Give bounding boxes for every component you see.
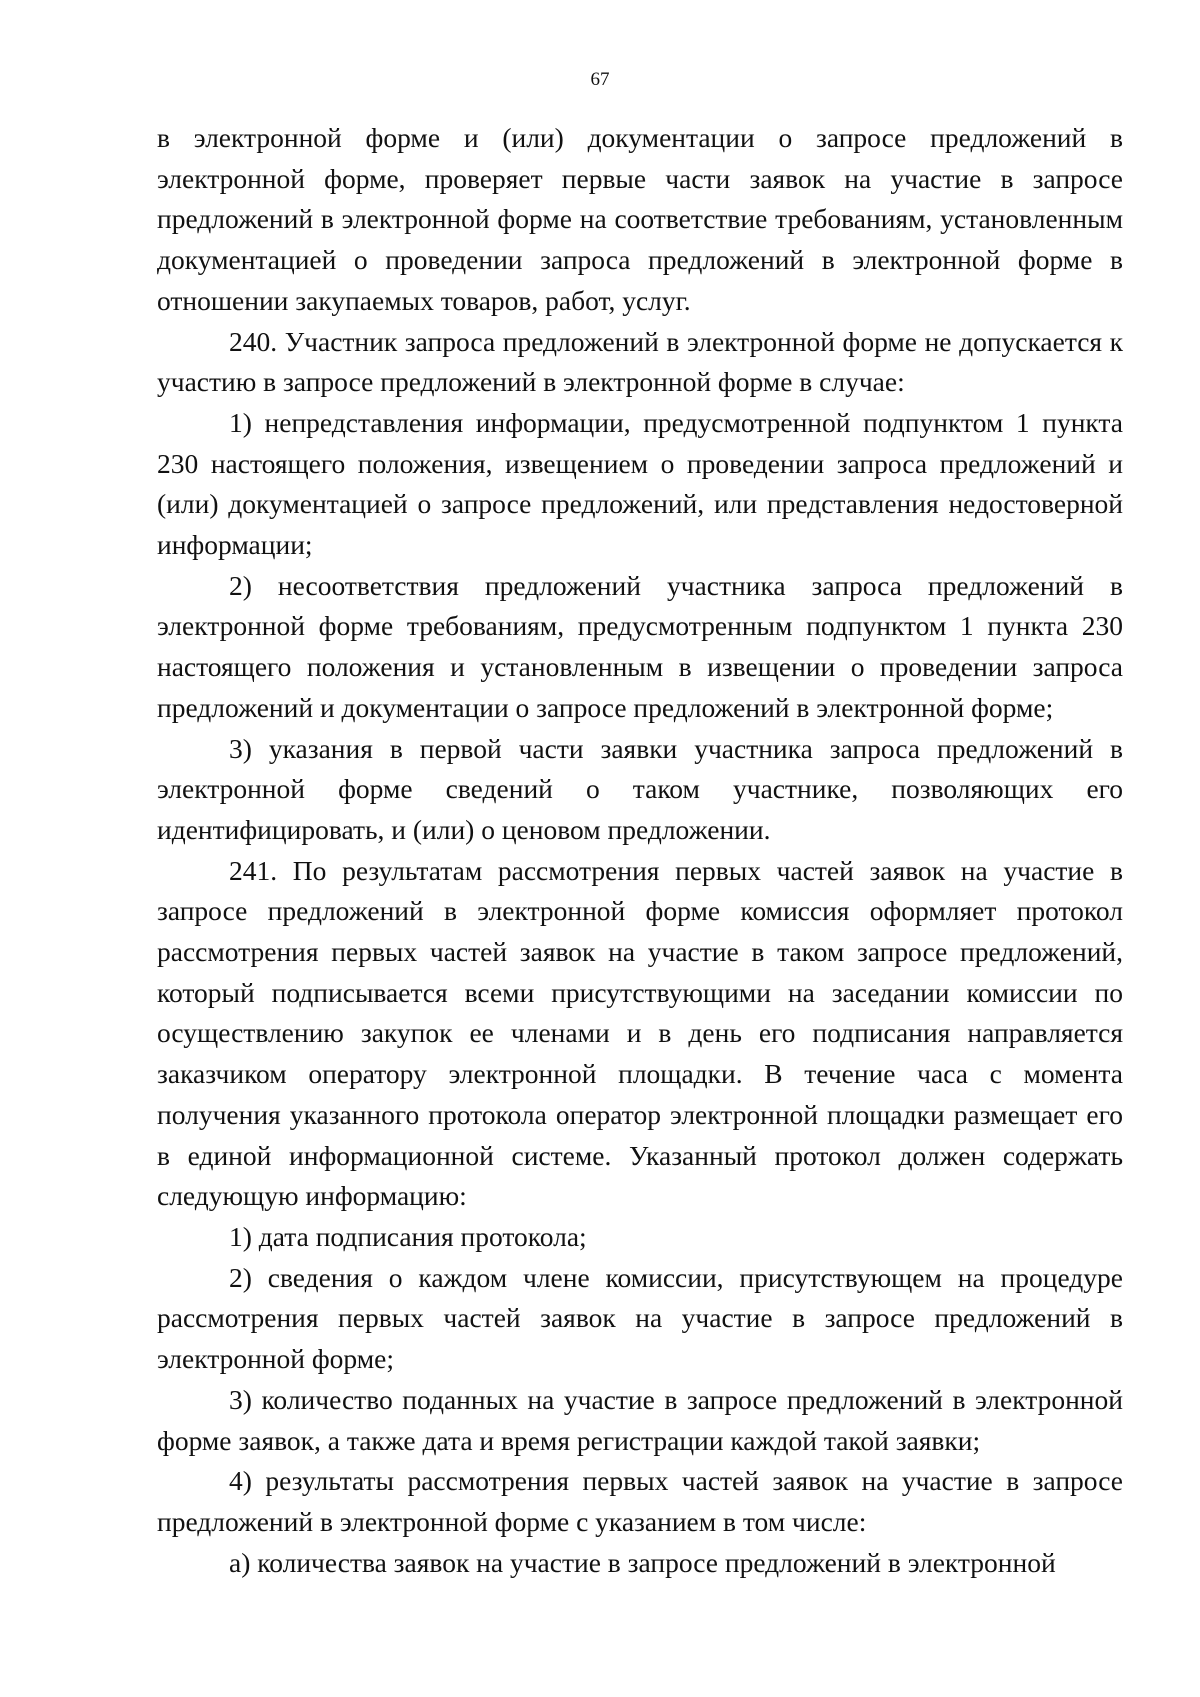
paragraph-item-3: 3) указания в первой части заявки участника запроса предложений в электронной форме сведений о таком участнике, позволяющих его идентифицировать, и (или) о ценовом предложении. [157,732,1123,845]
paragraph-info-1: 1) дата подписания протокола; [229,1220,587,1252]
paragraph-item-1: 1) непредставления информации, предусмотренной подпунктом 1 пункта 230 настоящего положения, извещением о проведении запроса предложений и (или) документацией о запросе предложений, или представления недостоверной информации; [157,406,1123,561]
paragraph-subitem-a: а) количества заявок на участие в запросе предложений в электронной [229,1546,1056,1578]
paragraph-clause-241: 241. По результатам рассмотрения первых частей заявок на участие в запросе предложений в электронной форме комиссия оформляет протокол рассмотрения первых частей заявок на участие в таком запросе предложений, который подписывается всеми присутствующими на заседании комиссии по осуществлению закупок ее членами и в день его подписания направляется заказчиком оператору электронной площадки. В течение часа с момента получения указанного протокола оператор электронной площадки размещает его в единой информационной системе. Указанный протокол должен содержать следующую информацию: [157,854,1123,1212]
paragraph-item-2: 2) несоответствия предложений участника запроса предложений в электронной форме требованиям, предусмотренным подпунктом 1 пункта 230 настоящего положения и установленным в извещении о проведении запроса предложений и документации о запросе предложений в электронной форме; [157,569,1123,723]
paragraph-continuation: в электронной форме и (или) документации о запросе предложений в электронной форме, проверяет первые части заявок на участие в запросе предложений в электронной форме на соответствие требованиям, установленным документацией о проведении запроса предложений в электронной форме в отношении закупаемых товаров, работ, услуг. [157,122,1123,316]
document-body [157,118,1123,1583]
paragraph-info-4: 4) результаты рассмотрения первых частей заявок на участие в запросе предложений в электронной форме с указанием в том числе: [157,1465,1123,1537]
paragraph-clause-240: 240. Участник запроса предложений в электронной форме не допускается к участию в запросе предложений в электронной форме в случае: [157,325,1123,398]
page-number: 67 [590,69,610,90]
paragraph-info-2: 2) сведения о каждом члене комиссии, присутствующем на процедуре рассмотрения первых частей заявок на участие в запросе предложений в электронной форме; [157,1261,1123,1375]
paragraph-info-3: 3) количество поданных на участие в запросе предложений в электронной форме заявок, а также дата и время регистрации каждой такой заявки; [157,1383,1123,1456]
